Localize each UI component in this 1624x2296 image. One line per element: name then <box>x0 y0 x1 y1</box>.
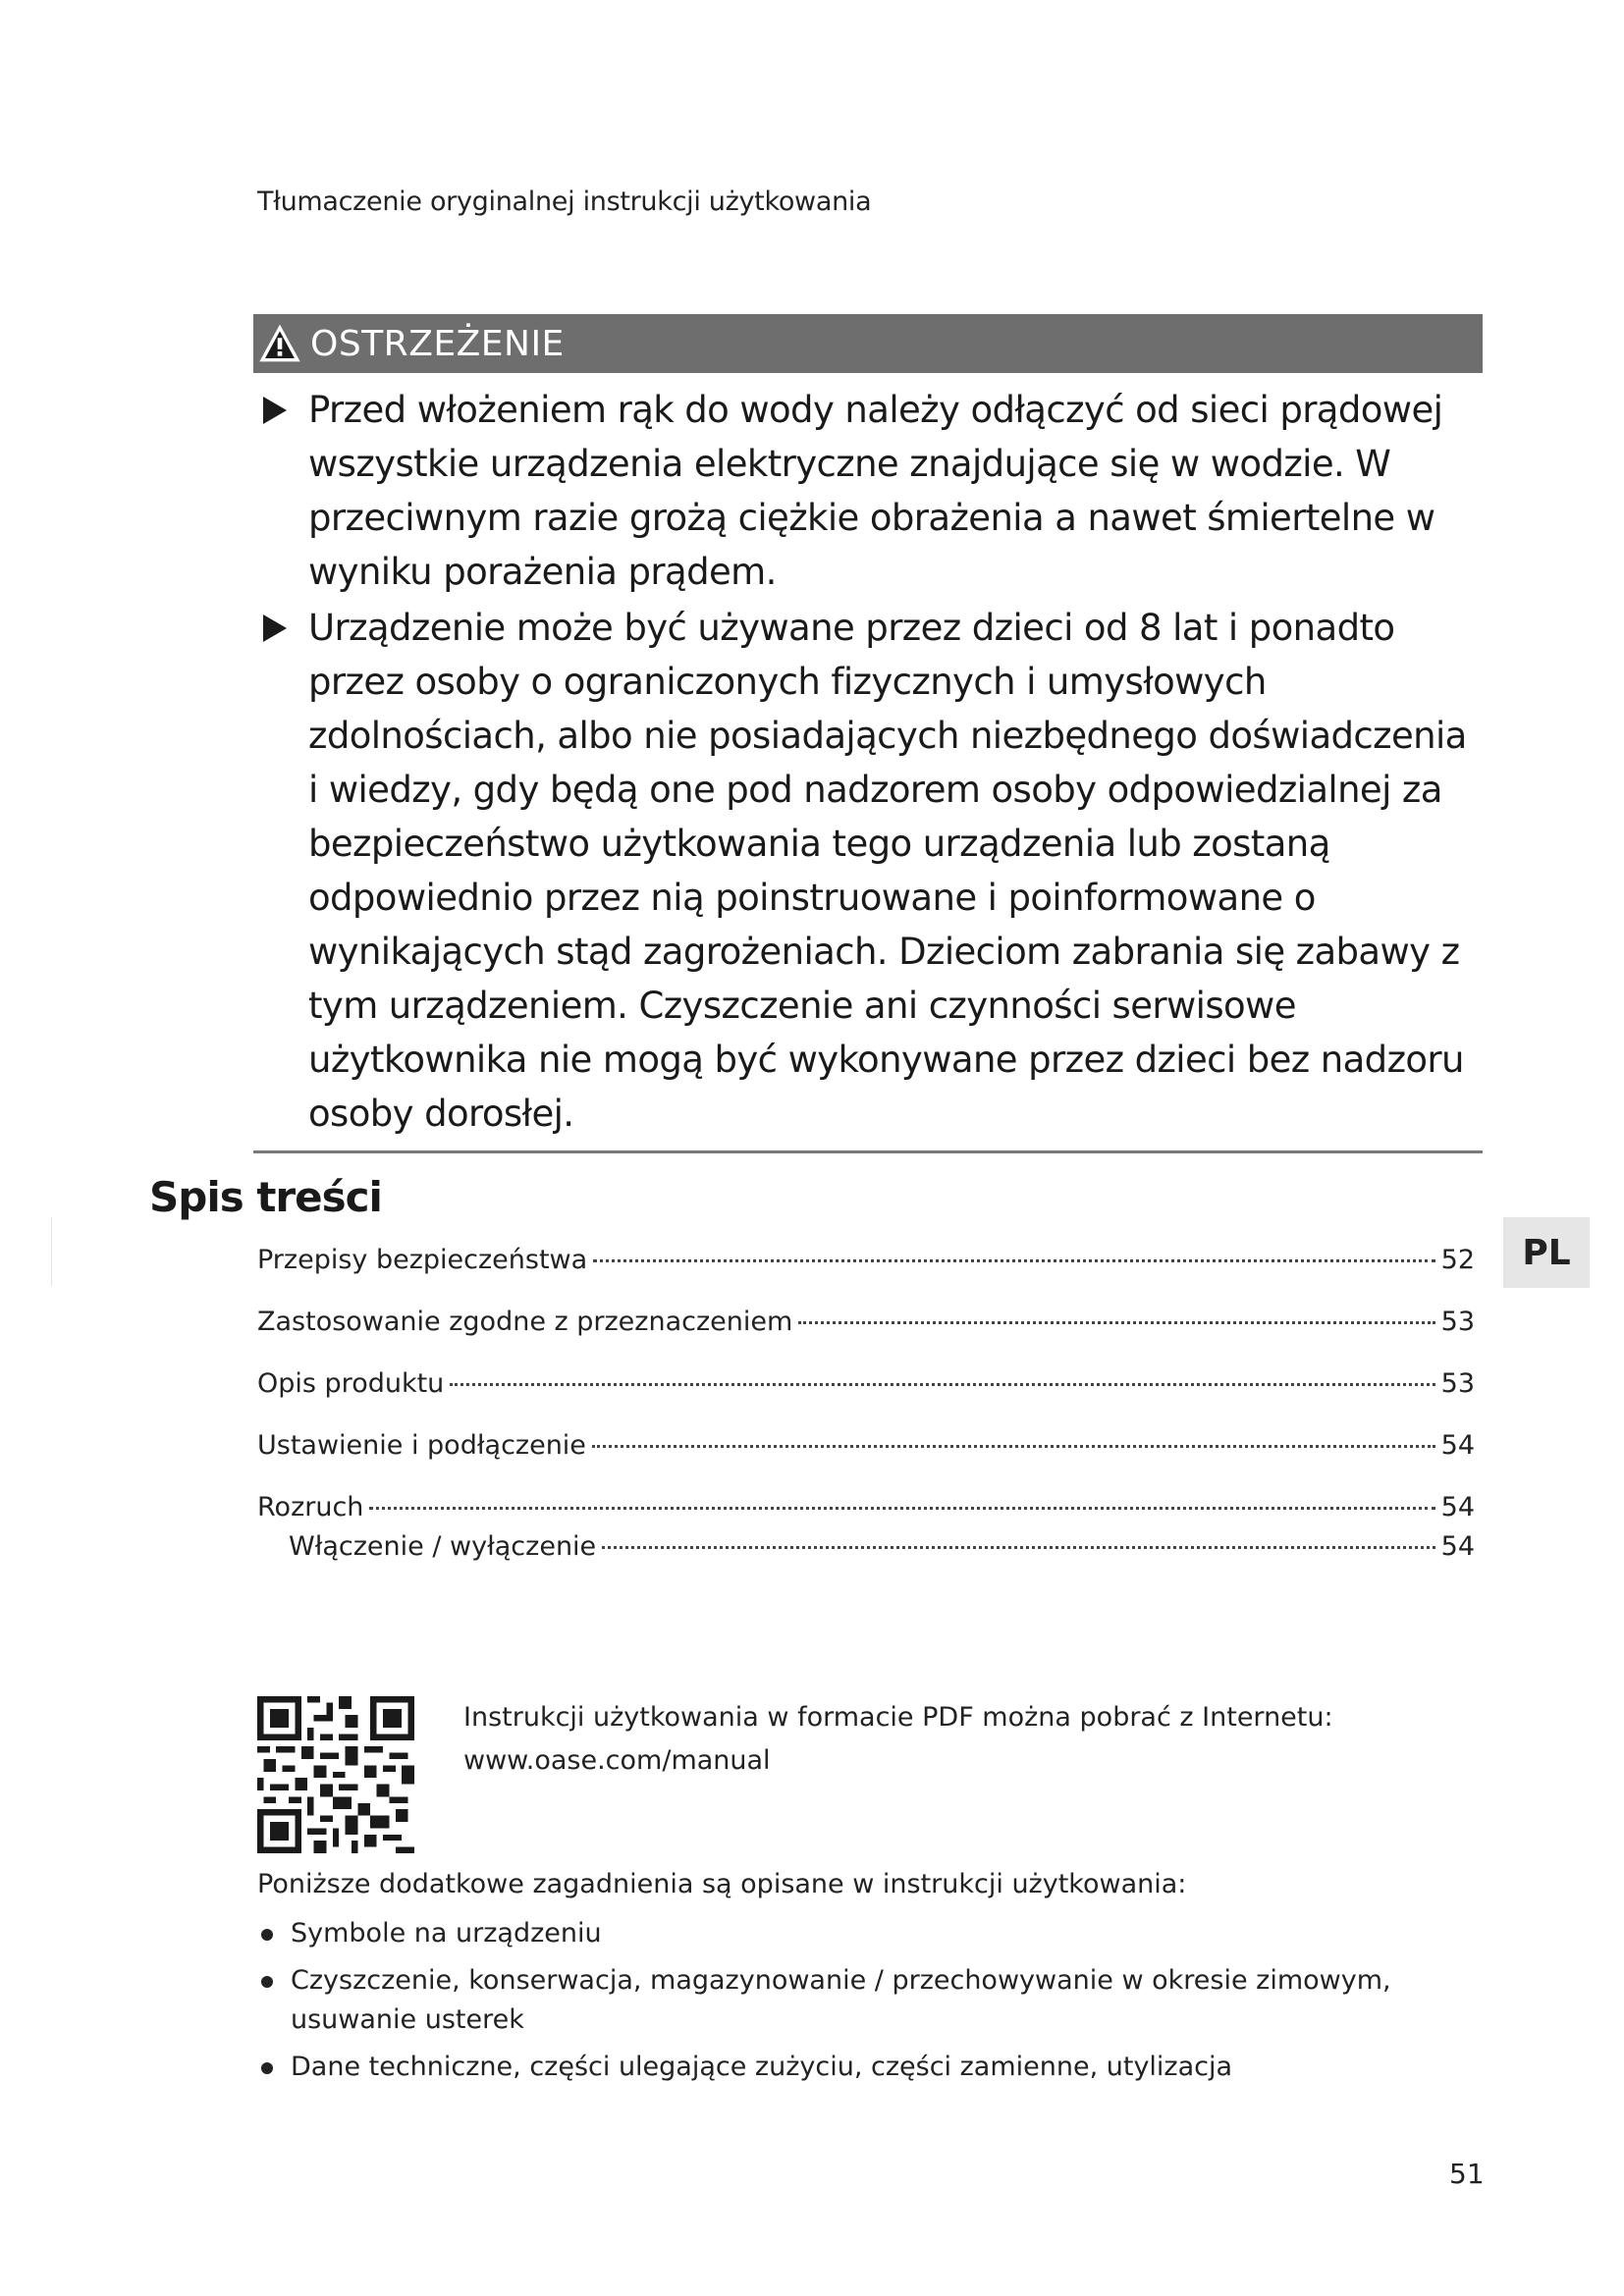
document-header: Tłumaczenie oryginalnej instrukcji użytkowania <box>257 187 872 217</box>
download-info <box>463 1696 1333 1783</box>
toc-entry[interactable] <box>257 1492 1475 1531</box>
page-number: 51 <box>1449 2158 1485 2190</box>
extra-topics-intro: Poniższe dodatkowe zagadnienia są opisane w instrukcji użytkowania: <box>257 1869 1187 1899</box>
toc-title: Spis treści <box>149 1173 382 1221</box>
extra-topics-list <box>257 1914 1475 2095</box>
toc-entry[interactable] <box>257 1245 1475 1307</box>
toc-leader-dots <box>602 1546 1435 1549</box>
warning-item-text: Przed włożeniem rąk do wody należy odłączyć od sieci prądowej wszystkie urządzenia elektryczne znajdujące się w wodzie. W przeciwnym razie grożą ciężkie obrażenia a nawet śmiertelne w wyniku porażenia prądem. <box>308 389 1443 593</box>
toc-leader-dots <box>592 1445 1435 1448</box>
list-item-text: Dane techniczne, części ulegające zużyciu, części zamienne, utylizacja <box>291 2052 1233 2082</box>
qr-code-icon <box>257 1696 414 1853</box>
list-item-text: Symbole na urządzeniu <box>291 1918 602 1949</box>
toc-entry-page: 52 <box>1440 1245 1475 1275</box>
toc-entry[interactable] <box>257 1368 1475 1430</box>
toc-entry-page: 53 <box>1440 1368 1475 1399</box>
warning-bottom-rule <box>253 1150 1483 1153</box>
list-item-text: Czyszczenie, konserwacja, magazynowanie / przechowywanie w okresie zimowym, usuwanie usterek <box>291 1965 1391 2035</box>
arrow-right-icon <box>263 614 287 642</box>
toc-leader-dots <box>369 1507 1435 1510</box>
toc-entry-page: 53 <box>1440 1307 1475 1337</box>
toc-entry-label: Włączenie / wyłączenie <box>289 1531 597 1562</box>
warning-triangle-icon <box>257 321 302 366</box>
margin-divider <box>51 1217 52 1286</box>
warning-box <box>253 314 1483 1153</box>
toc-entry-page: 54 <box>1440 1531 1475 1562</box>
bullet-icon <box>261 1929 273 1941</box>
warning-item <box>253 383 1483 599</box>
toc-entry-label: Opis produktu <box>257 1368 445 1399</box>
warning-list <box>253 383 1483 1141</box>
toc-leader-dots <box>450 1383 1435 1386</box>
download-text: Instrukcji użytkowania w formacie PDF można pobrać z Internetu: <box>463 1702 1333 1733</box>
warning-title-bar <box>253 314 1483 373</box>
toc-entry-label: Ustawienie i podłączenie <box>257 1430 586 1461</box>
bullet-icon <box>261 1976 273 1988</box>
toc-subentry[interactable] <box>257 1531 1475 1571</box>
warning-item-text: Urządzenie może być używane przez dzieci od 8 lat i ponadto przez osoby o ograniczonych fizycznych i umysłowych zdolnościach, albo nie posiadających niezbędnego doświadczenia i wiedzy, gdy będą one pod nadzorem osoby odpowiedzialnej za bezpieczeństwo użytkowania tego urządzenia lub zostaną odpowiednio przez nią poinstruowane i poinformowane o wynikających stąd zagrożeniach. Dzieciom zabrania się zabawy z tym urządzeniem. Czyszczenie ani czynności serwisowe użytkownika nie mogą być wykonywane przez dzieci bez nadzoru osoby dorosłej. <box>308 607 1467 1135</box>
toc-entry-label: Zastosowanie zgodne z przeznaczeniem <box>257 1307 793 1337</box>
toc-entry[interactable] <box>257 1430 1475 1492</box>
arrow-right-icon <box>263 397 287 424</box>
language-tab: PL <box>1503 1217 1590 1288</box>
toc-entry-page: 54 <box>1440 1492 1475 1522</box>
toc-entry-page: 54 <box>1440 1430 1475 1461</box>
toc-entry[interactable] <box>257 1307 1475 1368</box>
bullet-icon <box>261 2062 273 2074</box>
warning-title: OSTRZEŻENIE <box>310 323 565 364</box>
table-of-contents <box>257 1245 1475 1571</box>
list-item <box>257 1914 1475 1953</box>
toc-entry-label: Przepisy bezpieczeństwa <box>257 1245 588 1275</box>
toc-leader-dots <box>798 1321 1435 1324</box>
warning-item <box>253 601 1483 1141</box>
toc-entry-label: Rozruch <box>257 1492 364 1522</box>
toc-leader-dots <box>593 1259 1435 1262</box>
manual-url-link[interactable]: www.oase.com/manual <box>463 1745 771 1776</box>
list-item <box>257 2048 1475 2087</box>
list-item <box>257 1961 1475 2040</box>
